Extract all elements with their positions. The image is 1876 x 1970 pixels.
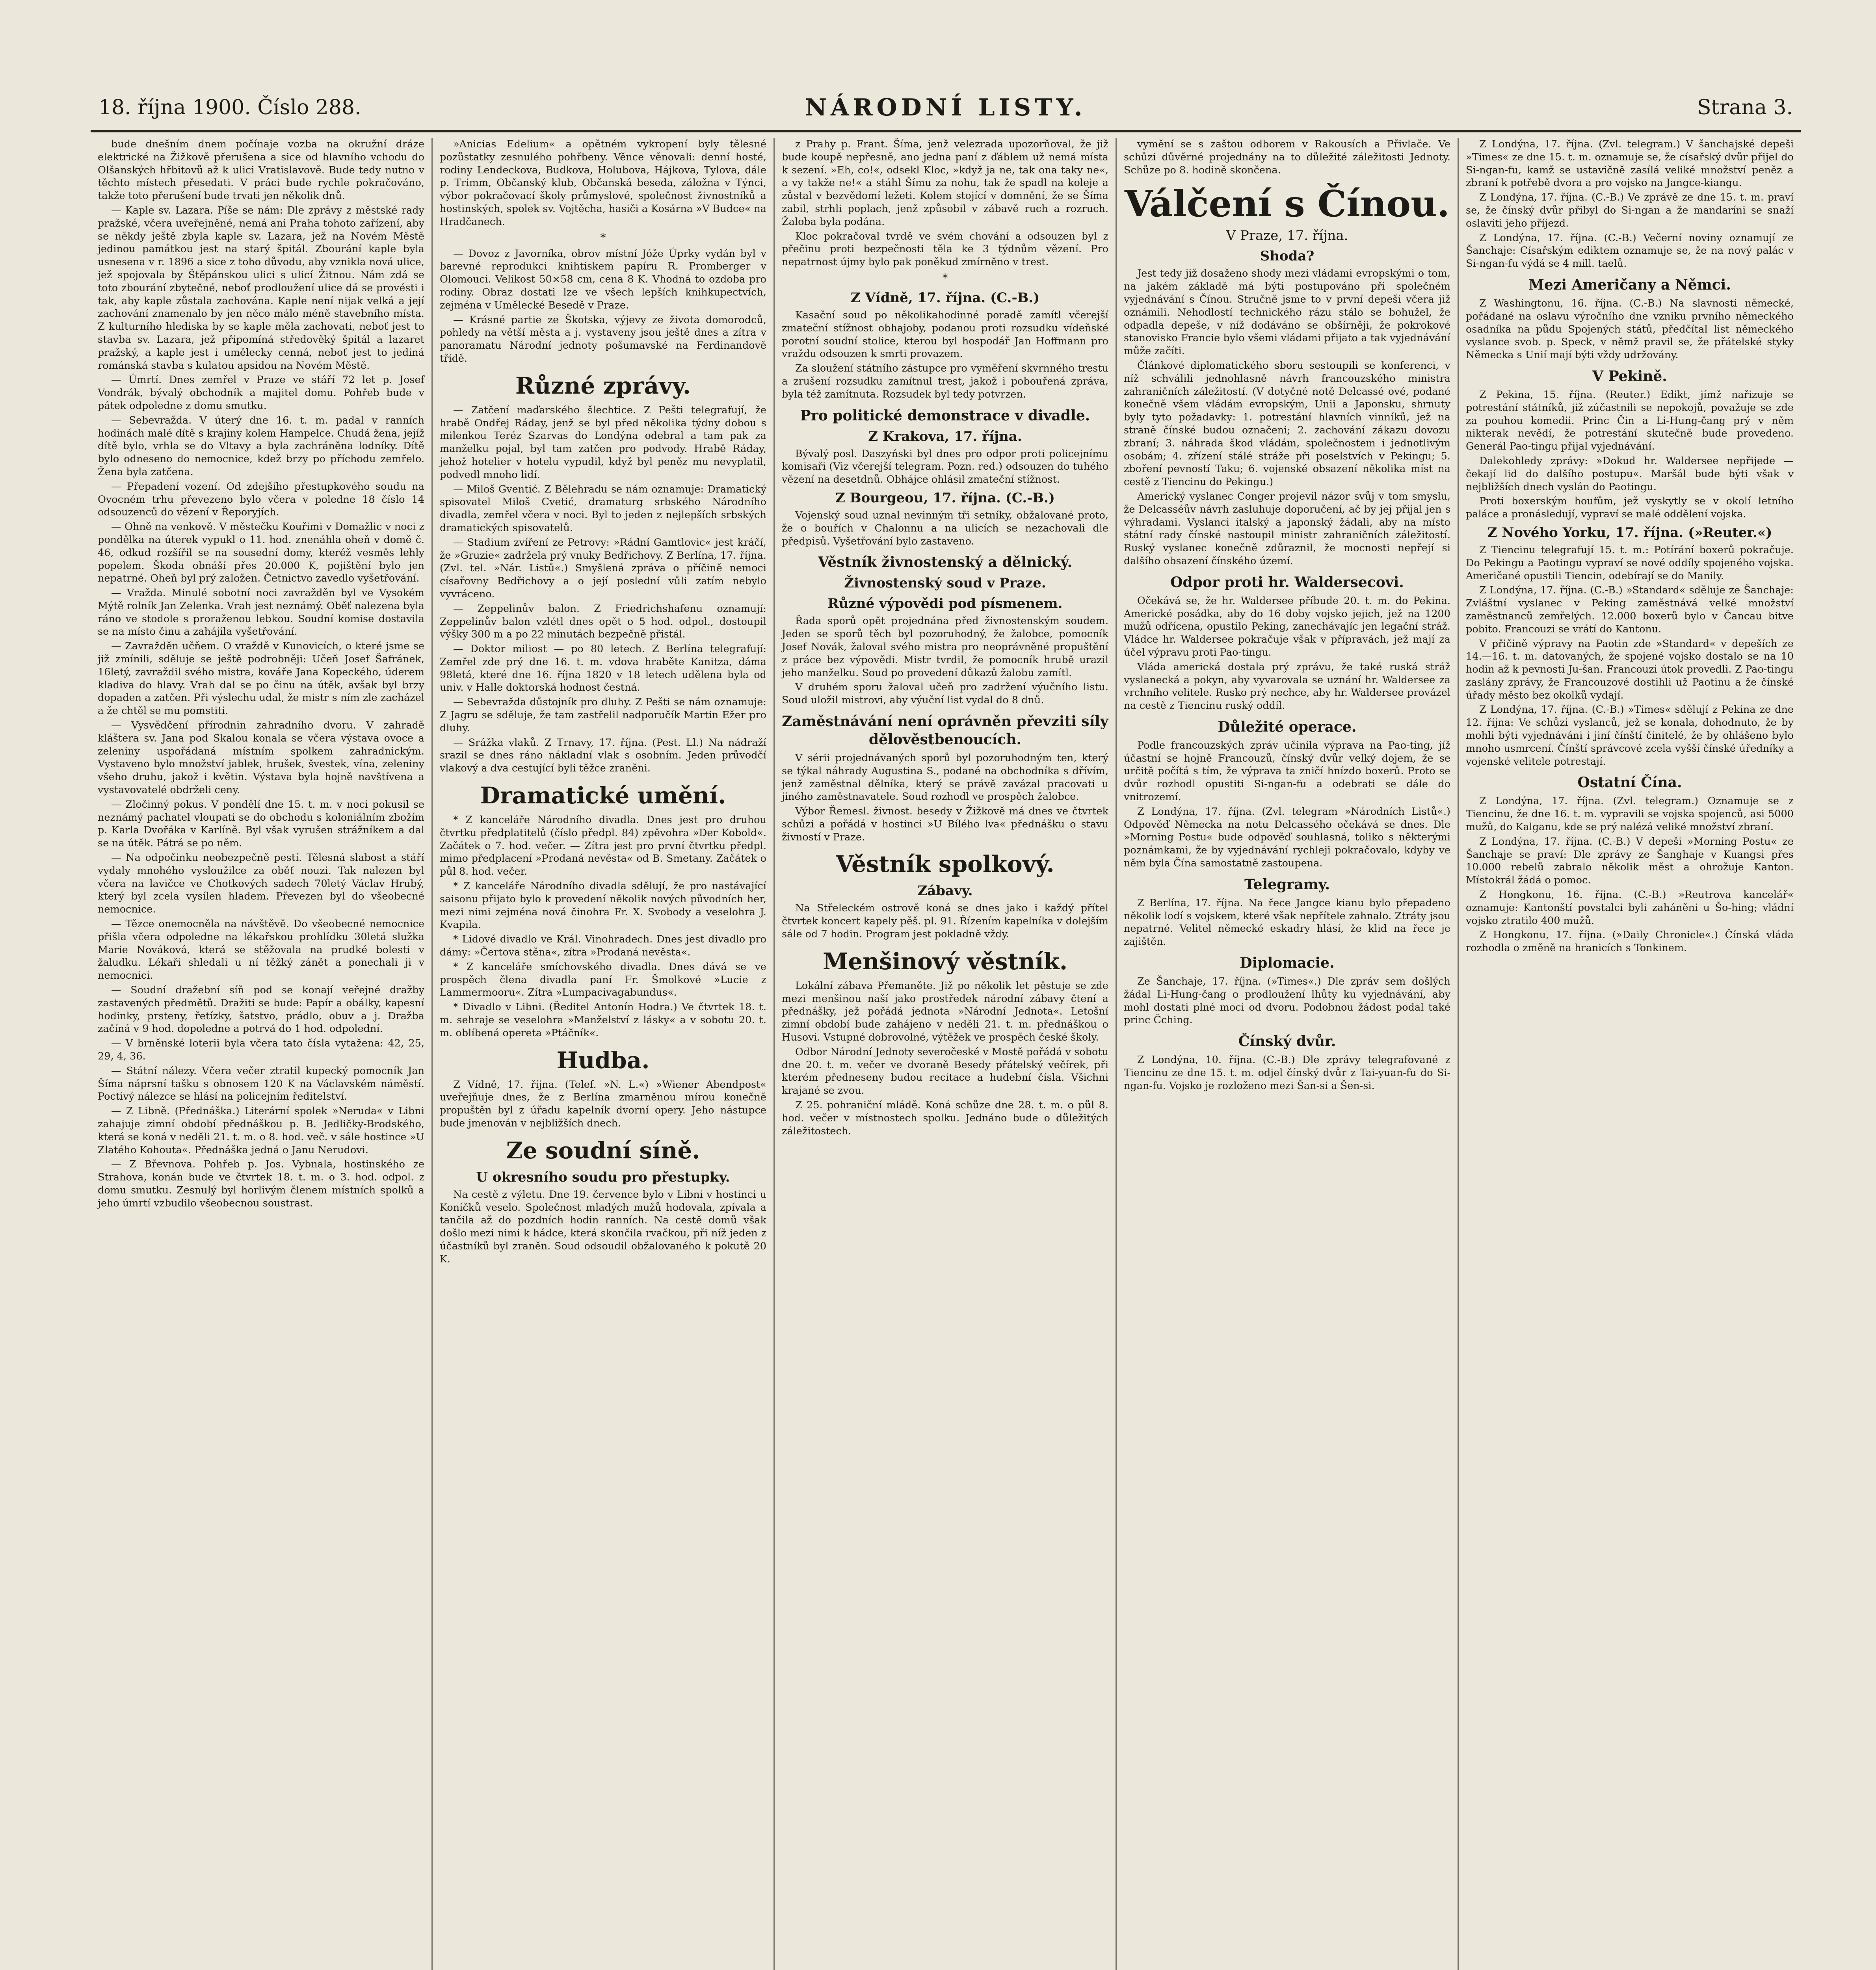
- subheading: Čínský dvůr.: [1238, 1033, 1336, 1050]
- paragraph: Lokální zábava Přemaněte. Již po několik let pěstuje se zde mezi menšinou naší jako prostředek národní zábavy čtení a přednášky, jež pořádá jednota »Národní Jednota«. Letošní zimní období bude zahájeno v neděli 21. t. m. přednáškou o Husovi. Vstupné dobrovolné, výtěžek ve prospěch české školy.: [782, 979, 1108, 1044]
- paragraph: bude dnešním dnem počínaje vozba na okružní dráze elektrické na Žižkově přerušena a sice od hlavního vchodu do Olšanských hřbitovů až k ulici Vratislavově. Bude tedy nutno v těchto místech přesedati. V práci bude rychle pokračováno, takže toto přerušení bude trvati jen několik dnů.: [98, 138, 424, 202]
- subheading: Ostatní Čína.: [1577, 774, 1682, 791]
- paragraph: Proti boxerským houfům, jež vyskytly se v okolí letního paláce a pronásledují, vypraví se malé oddělení vojska.: [1466, 495, 1794, 520]
- paragraph: Kasační soud po několikahodinné poradě zamítl včerejší zmateční stížnost obhajoby, podanou proti rozsudku vídeňské porotní soudní stolice, kterou byl hospodář Jan Hoffmann pro vraždu odsouzen k smrti provazem.: [782, 309, 1108, 360]
- paragraph: — Stadium zvíření ze Petrovy: »Rádní Gamtlovic« jest kráčí, že »Gruzie« zadržela prý vnuky Bedřichovy. Z Berlína, 17. října. (Zvl. tel. »Nár. Listů«.) Smyšlená zpráva o příčině nemoci císařovny Bedřichovy a o její poslední vůli zatím nebylo vyvráceno.: [440, 536, 766, 600]
- paragraph: — Z Břevnova. Pohřeb p. Jos. Vybnala, hostinského ze Strahova, konán bude ve čtvrtek 18. t. m. o 3. hod. odpol. z domu smutku. Zesnulý byl horlivým členem místních spolků a jeho úmrtí vzbudilo všeobecnou soustrast.: [98, 1158, 424, 1209]
- subheading-small: U okresního soudu pro přestupky.: [476, 1169, 730, 1185]
- column-5: [1459, 138, 1801, 1970]
- paragraph: Vláda americká dostala prý zprávu, že také ruská stráž vyslanecká a pokyn, aby vyvarovala se uznání hr. Waldersee za vrchního velitele. Rusko prý nechce, aby hr. Waldersee provázel na cestě z Tiencinu ruský oddíl.: [1124, 661, 1450, 712]
- columns: [91, 138, 1801, 1970]
- paragraph: — Soudní dražební síň pod se konají veřejné dražby zastavených předmětů. Dražiti se bude: Papír a obálky, kapesní hodinky, prsteny, řetízky, šatstvo, prádlo, obuv a j. Dražba začíná v 9 hod. dopoledne a potrvá do 1 hod. odpolední.: [98, 984, 424, 1035]
- paragraph: Podle francouzských zpráv učinila výprava na Pao-ting, jíž účastní se hojně Francouzů, čínský dvůr velký dojem, že se určitě počítá s tím, že výprava ta zničí hnízdo boxerů. Proto se dvůr rozhodl opustiti Si-ngan-fu a odebrati se dále do vnitrozemí.: [1124, 739, 1450, 803]
- subheading-small: Z Bourgeou, 17. října. (C.-B.): [835, 490, 1055, 506]
- separator-star: *: [942, 271, 948, 284]
- subheading: Odpor proti hr. Waldersecovi.: [1170, 574, 1404, 591]
- paragraph: — Kaple sv. Lazara. Píše se nám: Dle zprávy z městské rady pražské, včera uveřejněné, nemá ani Praha tohoto zařízení, aby se někdy ještě zbyla kaple sv. Lazara, jež na Novém Městě jedinou památkou jest na starý špitál. Zbourání kaple byla usnesena v r. 1896 a sice z toho důvodu, aby vznikla nová ulice, jež spojovala by Štěpánskou ulici s ulicí Žitnou. Nám zdá se toto zbourání zbytečné, neboť prodloužení ulice dá se provésti i tak, aby kaple zůstala zachována. Kaple není nijak velká a její zachování znamenalo by jen něco málo méně stavebního místa. Z kulturního hlediska by se kaple měla zachovati, neboť jest to stavba sv. Lazara, jež připomíná středověký špitál a lazaret pražský, a kaple jest i umělecky cenná, neboť jest to jediná románská stavba s kulatou apsidou na Novém Městě.: [98, 204, 424, 372]
- paragraph: — Sebevražda. V úterý dne 16. t. m. padal v ranních hodinách malé dítě s krajiny kolem Hampelce. Chudá žena, jejíž dítě bylo, vrhla se do Vltavy a byla zachráněna lodníky. Dítě bylo odneseno do nemocnice, kdež brzy po příchodu zemřelo. Žena byla zatčena.: [98, 414, 424, 478]
- paragraph: — Srážka vlaků. Z Trnavy, 17. října. (Pest. Ll.) Na nádraží srazil se dnes ráno nákladní vlak s osobním. Jeden průvodčí vlakový a dva cestující byli těžce zraněni.: [440, 736, 766, 775]
- paragraph: — Zeppelinův balon. Z Friedrichshafenu oznamují: Zeppelinův balon vzlétl dnes opět o 5 hod. odpol., dostoupil výšky 300 m a po 22 minutách bezpečně přistál.: [440, 602, 766, 641]
- paragraph: Z Londýna, 10. října. (C.-B.) Dle zprávy telegrafované z Tiencinu ze dne 15. t. m. odjel čínský dvůr z Tai-yuan-fu do Si-ngan-fu. Vojsko je rozloženo mezi Šan-si a Šen-si.: [1124, 1054, 1450, 1092]
- headline: Válčení s Čínou.: [1124, 182, 1450, 225]
- header-page-number: Strana 3.: [1697, 96, 1793, 119]
- paragraph: Z Vídně, 17. října. (Telef. »N. L.«) »Wiener Abendpost« uveřejňuje dnes, že z Berlína zmarněnou mírou konečně propuštěn byl z úřadu kapelník dvorní opery. Jeho nástupce bude jmenován v nejbližších dnech.: [440, 1078, 766, 1129]
- paragraph: Na Střeleckém ostrově koná se dnes jako i každý přítel čtvrtek koncert kapely pěš. pl. 91. Řízením kapelníka v dolejším sále od 7 hodin. Program jest pokladně vždy.: [782, 902, 1108, 940]
- paragraph: Z Pekina, 15. října. (Reuter.) Edikt, jímž nařizuje se potrestání státníků, již zúčastnili se nepokojů, považuje se zde za pouhou komedii. Princ Čin a Li-Hung-čang prý v něm nikterak nevědí, že potrestání skutečně bude provedeno. Generál Pao-tingu přijal vyjednávání.: [1466, 388, 1794, 453]
- section-heading: Hudba.: [556, 1046, 650, 1074]
- paragraph: — Zavražděn učňem. O vraždě v Kunovicích, o které jsme se již zmínili, sděluje se ještě podrobněji: Učeň Josef Šafránek, 16letý, zavraždil svého mistra, kováře Jana Kopeckého, úderem kladiva do hlavy. Vrah dal se po činu na útěk, avšak byl brzy dopaden a zatčen. Při výslechu udal, že mistr s ním zle zacházel a že chtěl se mu pomstiti.: [98, 640, 424, 717]
- subheading: Zaměstnávání není oprávněn převziti síly dělověstbenoucích.: [782, 713, 1108, 748]
- paragraph: Z Tiencinu telegrafují 15. t. m.: Potírání boxerů pokračuje. Do Pekingu a Paotingu vypraví se nové oddíly spojeného vojska. Američané opustili Tiencin, odebírají se do Manily.: [1466, 544, 1794, 582]
- page-header: [99, 90, 1793, 125]
- paragraph: — Zatčení maďarského šlechtice. Z Pešti telegrafují, že hrabě Ondřej Ráday, jenž se byl před několika týdny dobou s milenkou Teréz Szarvas do Londýna odebral a tam pak za manželku pojal, byl tam zatčen pro podvody. Hrabě Ráday, jehož hotelier v hotelu vypudil, když byl peněz mu nevyplatil, podvedl mnoho lidí.: [440, 404, 766, 481]
- subheading: V Pekině.: [1592, 368, 1667, 385]
- paragraph: Řada sporů opět projednána před živnostenským soudem. Jeden se sporů těch byl pozoruhodný, že žalobce, pomocník Josef Novák, žaloval svého mistra pro neoprávněné propuštění z práce bez výpovědi. Mistr tvrdil, že pomocník hrubě urazil jeho manželku. Soud po provedení důkazů žalobu zamítl.: [782, 615, 1108, 679]
- paragraph: Z Londýna, 17. října. (C.-B.) »Standard« sděluje ze Šanchaje: Zvláštní vyslanec v Peking zaměstnává velké množství zaměstnanců zemřelých. 12.000 boxerů bylo v Čancau bitve pobito. Francouzi se vrátí do Kantonu.: [1466, 584, 1794, 635]
- subheading: Telegramy.: [1244, 876, 1330, 893]
- paragraph: Bývalý posl. Daszyński byl dnes pro odpor proti policejnímu komisaři (Viz včerejší telegram. Pozn. red.) odsouzen do tuhého vězení na desetdnů. Obhájce ohlásil zmateční stížnost.: [782, 448, 1108, 486]
- paragraph: * Lidové divadlo ve Král. Vinohradech. Dnes jest divadlo pro dámy: »Čertova stěna«, zítra »Prodaná nevěsta«.: [440, 933, 766, 959]
- paragraph: — Tězce onemocněla na návštěvě. Do všeobecné nemocnice přišla včera odpoledne na lékařskou prohlídku 30letá služka Marie Nováková, která se stěžovala na prudké bolesti v žaludku. Lékaři shledali u ní těžký zánět a ponechali ji v nemocnici.: [98, 918, 424, 982]
- paragraph: — Na odpočinku neobezpečně pestí. Tělesná slabost a stáří vydaly mnohého vysloužilce za oběť nouzi. Tak nalezen byl včera na lavičce ve Chotkových sadech 70letý Václav Hrubý, který byl zcela vysílen hladem. Převezen byl do všeobecné nemocnice.: [98, 852, 424, 916]
- paragraph: Na cestě z výletu. Dne 19. července bylo v Libni v hostinci u Koníčků veselo. Společnost mladých mužů hodovala, zpívala a tančila až do pozdních hodin ranních. Na cestě domů však došlo mezi nimi k hádce, která skončila rvačkou, při níž jeden z účastníků byl zraněn. Soud odsoudil obžalovaného k pokutě 20 K.: [440, 1188, 766, 1265]
- paragraph: Z Berlína, 17. října. Na řece Jangce kianu bylo přepadeno několik lodí s vojskem, které však nepřítele zahnalo. Ztráty jsou nepatrné. Velitel německé eskadry hlásí, že klid na řece je zajištěn.: [1124, 897, 1450, 948]
- paragraph: Z 25. pohraniční mládě. Koná schůze dne 28. t. m. o půl 8. hod. večer v místnostech spolku. Jednáno bude o důležitých záležitostech.: [782, 1099, 1108, 1137]
- subheading: Diplomacie.: [1240, 955, 1335, 972]
- subheading-small: Z Vídně, 17. října. (C.-B.): [850, 290, 1040, 306]
- section-heading: Menšinový věstník.: [822, 948, 1068, 975]
- subheading: Důležité operace.: [1218, 718, 1357, 735]
- paragraph: Z Londýna, 17. října. (Zvl. telegram.) V šanchajské depeši »Times« ze dne 15. t. m. oznamuje se, že císařský dvůr přijel do Si-ngan-fu, kamž se ustavičně zasílá veliké množství peněz a zbraní k potřebě dvora a pro vojsko na Jangce-kiangu.: [1466, 138, 1794, 189]
- paragraph: z Prahy p. Frant. Šíma, jenž velezrada upozorňoval, že již bude koupě nepřesně, ano jedna paní z ďáblem už nemá místa k sezení. »Eh, co!«, odsekl Kloc, »když ja ne, tak ona taky ne«, a vy takže ne!« a stáhl Šímu za nohu, tak že spadl na koleje a zůstal v bezvědomí ležeti. Kolem stojící v domnění, že se Šíma zabil, strhli poplach, jenž způsobil v zábavě ruch a rozruch. Žaloba byla podána.: [782, 138, 1108, 228]
- subheading-small: Z Nového Yorku, 17. října. (»Reuter.«): [1487, 524, 1772, 541]
- subheading-small: Z Krakova, 17. října.: [868, 428, 1022, 444]
- paragraph: — Dovoz z Javorníka, obrov místní Jóže Úprky vydán byl v barevné reprodukci knihtiskem papíru R. Promberger v Olomouci. Velikost 50×58 cm, cena 8 K. Vhodná to ozdoba pro rodiny. Obraz dostati lze ve všech lepších knihkupectvích, zejména v Umělecké Besedě v Praze.: [440, 247, 766, 311]
- paragraph: Odbor Národní Jednoty severočeské v Mostě pořádá v sobotu dne 20. t. m. večer ve dvoraně Besedy přátelský večírek, při kterém předneseny budou recitace a hudební čísla. Všichni krajané se zvou.: [782, 1046, 1108, 1097]
- paragraph: Článkové diplomatického sboru sestoupili se konferenci, v níž schválili jednohlasně návrh francouzského ministra zahraničních záležitostí. (V dotyčné notě Delcassé ové, podané konečně všem vládám evropským, Unii a Japonsku, shrnuty byly tyto požadavky: 1. potrestání hlavních vinníků, jež na straně čínské budou označeni; 2. zachování zákazu dovozu zbraní; 3. náhrada škod vládám, společnostem i jednotlivým osobám; 4. zřízení stálé stráže při poselstvích v Pekingu; 5. zboření pevností Taku; 6. vojenské obsazení několika míst na cestě z Tiencinu do Pekingu.): [1124, 359, 1450, 488]
- header-date-issue: 18. října 1900. Číslo 288.: [99, 96, 361, 119]
- paragraph: V druhém sporu žaloval učeň pro zadržení výučního listu. Soud uložil mistrovi, aby výuční list vydal do 8 dnů.: [782, 681, 1108, 706]
- paragraph: Z Londýna, 17. října. (C.-B.) Večerní noviny oznamují ze Šanchaje: Císařským ediktem oznamuje se, že na nový palác v Si-ngan-fu výdá se 4 mill. taelů.: [1466, 232, 1794, 270]
- masthead-title: NÁRODNÍ LISTY.: [805, 94, 1086, 121]
- paragraph: — Zločinný pokus. V pondělí dne 15. t. m. v noci pokusil se neznámý pachatel vloupati se do obchodu s koloniálním zbožím p. Karla Dvořáka v Karlíně. Byl však vyrušen strážníkem a dal se na útěk. Pátrá se po něm.: [98, 798, 424, 849]
- paragraph: — Úmrtí. Dnes zemřel v Praze ve stáří 72 let p. Josef Vondrák, bývalý obchodník a majitel domu. Pohřeb bude v pátek odpoledne z domu smutku.: [98, 374, 424, 412]
- paragraph: Očekává se, že hr. Waldersee příbude 20. t. m. do Pekina. Americké posádka, aby do 16 doby vojsko jejich, jež na 1200 mužů odřícena, opustilo Peking, zanechávajíc jen legační stráž. Vládce hr. Waldersee pokračuje však v přípravách, jež mají za účel výpravu proti Pao-tingu.: [1124, 595, 1450, 658]
- paragraph: Jest tedy již dosaženo shody mezi vládami evropskými o tom, na jakém základě má býti postupováno při společném vyjednávání s Čínou. Stručně jsme to v první depeši včera již oznámili. Nehodlostí technického rázu stálo se bohužel, že odpadla depeše, v níž dodáváno se obšírněji, že pokrokové stanovisko Francie bylo všemi vládami přijato a tak vyjednávání může začíti.: [1124, 268, 1450, 357]
- section-heading: Ze soudní síně.: [506, 1137, 700, 1164]
- section-heading: Různé zprávy.: [515, 372, 691, 399]
- paragraph: Z Hongkonu, 16. října. (C.-B.) »Reutrova kancelář« oznamuje: Kantonští povstalci byli zaháněni u Šo-hing; vládní vojsko ztratilo 400 mužů.: [1466, 889, 1794, 927]
- subheading-small: Živnostenský soud v Praze.: [844, 575, 1046, 591]
- paragraph: — Státní nálezy. Včera večer ztratil kupecký pomocník Jan Šíma náprsní tašku s obnosem 120 K na Václavském náměstí. Poctivý nálezce se hlásí na policejním ředitelství.: [98, 1065, 424, 1103]
- paragraph: V přičině výpravy na Paotin zde »Standard« v depeších ze 14.—16. t. m. datovaných, že spojené vojsko dostalo se na 10 hodin až k pevnosti Ju-šan. Francouzi útok provedli. Z Pao-tingu zaslány zprávy, že Francouzové dostihli už Paotinu a že čínské úřady město bez okolků vydají.: [1466, 637, 1794, 701]
- subheading-small: Zábavy.: [917, 883, 973, 899]
- paragraph: Kloc pokračoval tvrdě ve svém chování a odsouzen byl z přečinu proti bezpečnosti těla ke 3 týdnům vězení. Pro nepatrnost újmy bylo pak poněkud zmírněno v trest.: [782, 230, 1108, 268]
- section-heading: Věstník spolkový.: [836, 851, 1054, 878]
- paragraph: — Z Libně. (Přednáška.) Literární spolek »Neruda« v Libni zahajuje zimní období přednáškou p. B. Jedličky-Brodského, která se koná v neděli 21. t. m. o 8. hod. več. v sále hostince »U Zlatého Kohouta«. Přednáška jedná o Janu Nerudovi.: [98, 1105, 424, 1156]
- subheading: Věstník živnostenský a dělnický.: [818, 554, 1073, 571]
- paragraph: Dalekohledy zprávy: »Dokud hr. Waldersee nepřijede — čekají lid do dalšího postupu«. Maršál bude býti však v nejbližších dnech vyslán do Paotingu.: [1466, 455, 1794, 493]
- paragraph: — Sebevražda důstojník pro dluhy. Z Pešti se nám oznamuje: Z Jagru se sděluje, že tam zastřelil nadporučík Martin Ežer pro dluhy.: [440, 696, 766, 734]
- dateline: V Praze, 17. října.: [1226, 228, 1348, 244]
- paragraph: Z Londýna, 17. října. (Zvl. telegram.) Oznamuje se z Tiencinu, že dne 16. t. m. vypravili se vojska spojenců, asi 5000 mužů, do Kalganu, kde se prý nalézá veliké množství zbraní.: [1466, 795, 1794, 833]
- paragraph: Americký vyslanec Conger projevil názor svůj v tom smyslu, že Delcasséův návrh zasluhuje doporučení, ač by jej přijal jen s výhradami. Vyslanci italský a japonský žádali, aby na místo státní rady čínské nastoupil ministr zahraničních záležitostí. Ruský vyslanec konečně zdůraznil, že mocnosti nepřejí si dalšího obsazení čínského území.: [1124, 490, 1450, 567]
- paragraph: Z Londýna, 17. října. (Zvl. telegram »Národních Listů«.) Odpověď Německa na notu Delcassého očekává se dnes. Dle »Morning Postu« bude odpověď souhlasná, toliko s některými poznámkami, že by vyjednávání rychleji pokračovalo, kdyby ve něm byla Čína samostatně zastoupena.: [1124, 805, 1450, 870]
- column-2: [433, 138, 775, 1970]
- paragraph: Z Londýna, 17. října. (C.-B.) V depeši »Morning Postu« ze Šanchaje se praví: Dle zprávy ze Šanghaje v Kuangsi přes 10.000 rebelů zabralo několik měst a ohrožuje Kanton. Místokrál žádá o pomoc.: [1466, 835, 1794, 886]
- paragraph: — Přepadení vození. Od zdejšího přestupkového soudu na Ovocném trhu převezeno bylo včera v poledne 18 číslo 14 odsouzenců do vězení v Řeporyjích.: [98, 480, 424, 519]
- subheading-small: Různé výpovědi pod písmenem.: [827, 596, 1063, 612]
- paragraph: Vojenský soud uznal nevinným tři setníky, obžalované proto, že o bouřích v Chalonnu a na ulicích se nezachovali dle předpisů. Vyšetřování bylo zastaveno.: [782, 509, 1108, 547]
- paragraph: vymění se s zaštou odborem v Rakousích a Přivlače. Ve schůzi důvěrné projednány na to důležité záležitosti Jednoty. Schůze po 8. hodině skončena.: [1124, 138, 1450, 176]
- subheading-small: Shoda?: [1260, 248, 1315, 264]
- paragraph: Z Hongkonu, 17. října. (»Daily Chronicle«.) Čínská vláda rozhodla o změně na hranicích s Tonkinem.: [1466, 929, 1794, 954]
- paragraph: V sérii projednávaných sporů byl pozoruhodným ten, který se týkal náhrady Augustina S., podané na obchodníka s dřívím, jenž zaměstnal dělníka, který se právě zavázal pracovati u jiného zaměstnavatele. Soud rozhodl ve prospěch žalobce.: [782, 752, 1108, 803]
- section-heading: Dramatické umění.: [480, 782, 726, 809]
- paragraph: »Anicias Edelium« a opětném vykropení byly tělesné pozůstatky zesnulého pohřbeny. Věnce věnovali: denní hosté, rodiny Lendeckova, Budkova, Holubova, Hájkova, Tylova, dále p. Trimm, Občanský klub, Občanská beseda, záložna v Týnci, výbor pokračovací školy průmyslové, společnost živnostníků a hostinských, spolek sv. Vojtěcha, hasiči a Kosárna »V Budce« na Hradčanech.: [440, 138, 766, 228]
- paragraph: Z Londýna, 17. října. (C.-B.) »Times« sdělují z Pekina ze dne 12. října: Ve schůzi vyslanců, jež se konala, dohodnuto, že by mohli býti vyjednáváni i jiní čínští činitelé, že by ohlášeno bylo mnoho usmrcení. Čínští správcové zcela vyšší čínské úředníky a vojenské velitele potrestají.: [1466, 704, 1794, 768]
- paragraph: Z Londýna, 17. října. (C.-B.) Ve zprávě ze dne 15. t. m. praví se, že čínský dvůr přibyl do Si-ngan a že mandaríni se snaží oslaviti jeho příjezd.: [1466, 191, 1794, 229]
- subheading: Mezi Američany a Němci.: [1528, 276, 1731, 293]
- paragraph: — V brněnské loterii byla včera tato čísla vytažena: 42, 25, 29, 4, 36.: [98, 1037, 424, 1062]
- paragraph: — Doktor miliost — po 80 letech. Z Berlína telegrafují: Zemřel zde prý dne 16. t. m. vdova hraběte Kanitza, dáma 98letá, které dne 16. října 1820 v 18 letech udělena byla od univ. v Halle doktorská hodnost čestná.: [440, 643, 766, 694]
- column-4: [1117, 138, 1459, 1970]
- subheading: Pro politické demonstrace v divadle.: [800, 407, 1090, 424]
- paragraph: * Z kanceláře Národního divadla sdělují, že pro nastávající saisonu přijato bylo k provedení několik nových původních her, mezi nimi zejména nová činohra Fr. X. Svobody a veselohra J. Kvapila.: [440, 880, 766, 931]
- paragraph: — Ohně na venkově. V městečku Kouřimi v Domažlic v noci z pondělka na úterek vypukl o 11. hod. znenáhla oheň v domě č. 46, odkud rozšířil se na sousední domy, kteréž vesměs lehly popelem. Škoda obnáší přes 20.000 K, pojištění bylo jen nepatrné. Oheň byl prý založen. Četnictvo zavedlo vyšetřování.: [98, 521, 424, 585]
- paragraph: Výbor Řemesl. živnost. besedy v Žižkově má dnes ve čtvrtek schůzi a pořádá v hostinci »U Bílého lva« přednášku o stavu živností v Praze.: [782, 805, 1108, 843]
- header-rule: [91, 130, 1801, 132]
- paragraph: * Z kanceláře smíchovského divadla. Dnes dává se ve prospěch člena divadla paní Fr. Šmolkové »Lucie z Lammermooru«. Zítra »Lumpacivagabundus«.: [440, 961, 766, 999]
- paragraph: Z Washingtonu, 16. října. (C.-B.) Na slavnosti německé, pořádané na oslavu výročního dne vzniku prvního německého osadníka na půdu Spojených států, předčítal list německého vyslance svob. p. Speck, v němž pravil se, že přátelské styky Německa s Unií mají býti vždy udržovány.: [1466, 297, 1794, 361]
- separator-star: *: [600, 231, 606, 244]
- paragraph: — Vražda. Minulé sobotní noci zavražděn byl ve Vysokém Mýtě rolník Jan Zelenka. Vrah jest neznámý. Oběť nalezena byla ráno ve stodole s proraženou lebkou. Soudní komise dostavila se na místo činu a zahájila vyšetřování.: [98, 587, 424, 638]
- paragraph: — Miloš Gventić. Z Bělehradu se nám oznamuje: Dramatický spisovatel Miloš Cvetić, dramaturg srbského Národního divadla, zemřel včera v noci. Byl to jeden z nejlepších srbských dramatických spisovatelů.: [440, 483, 766, 534]
- paragraph: — Vysvědčení přírodnin zahradního dvoru. V zahradě kláštera sv. Jana pod Skalou konala se včera výstava ovoce a zeleniny uspořádaná místním spolkem zahradnickým. Vystaveno bylo množství jablek, hrušek, švestek, vína, zeleniny všeho druhu, jakož i květin. Výstava byla hojně navštívena a vystavovatelé obdrželi ceny.: [98, 719, 424, 796]
- paragraph: — Krásné partie ze Škotska, výjevy ze života domorodců, pohledy na větší města a j. vystaveny jsou ještě dnes a zítra v panoramatu Národní jednoty pošumavské na Ferdinandově třídě.: [440, 314, 766, 364]
- paragraph: Ze Šanchaje, 17. října. (»Times«.) Dle zpráv sem došlých žádal Li-Hung-čang o prodloužení lhůty ku vyjednávání, aby mohl dostati plné moci od dvoru. Podobnou žádost podal také princ Čching.: [1124, 976, 1450, 1026]
- paragraph: Za sloužení státního zástupce pro vyměření skvrnného trestu a zrušení rozsudku zamítnul trest, jakož i pobouřená zpráva, byla též zamítnuta. Rozsudek byl tedy potvrzen.: [782, 362, 1108, 400]
- paragraph: * Divadlo v Libni. (Ředitel Antonín Hodra.) Ve čtvrtek 18. t. m. sehraje se veselohra »Manželství z lásky« a v sobotu 20. t. m. oblíbená opereta »Ptáčník«.: [440, 1001, 766, 1039]
- paragraph: * Z kanceláře Národního divadla. Dnes jest pro druhou čtvrtku předplatitelů (číslo předpl. 84) zpěvohra »Der Kobold«. Začátek o 7. hod. večer. — Zítra jest pro první čtvrtku předpl. mimo předplacení »Prodaná nevěsta« od B. Smetany. Začátek o půl 8. hod. večer.: [440, 814, 766, 878]
- column-1: [91, 138, 433, 1970]
- column-3: [775, 138, 1117, 1970]
